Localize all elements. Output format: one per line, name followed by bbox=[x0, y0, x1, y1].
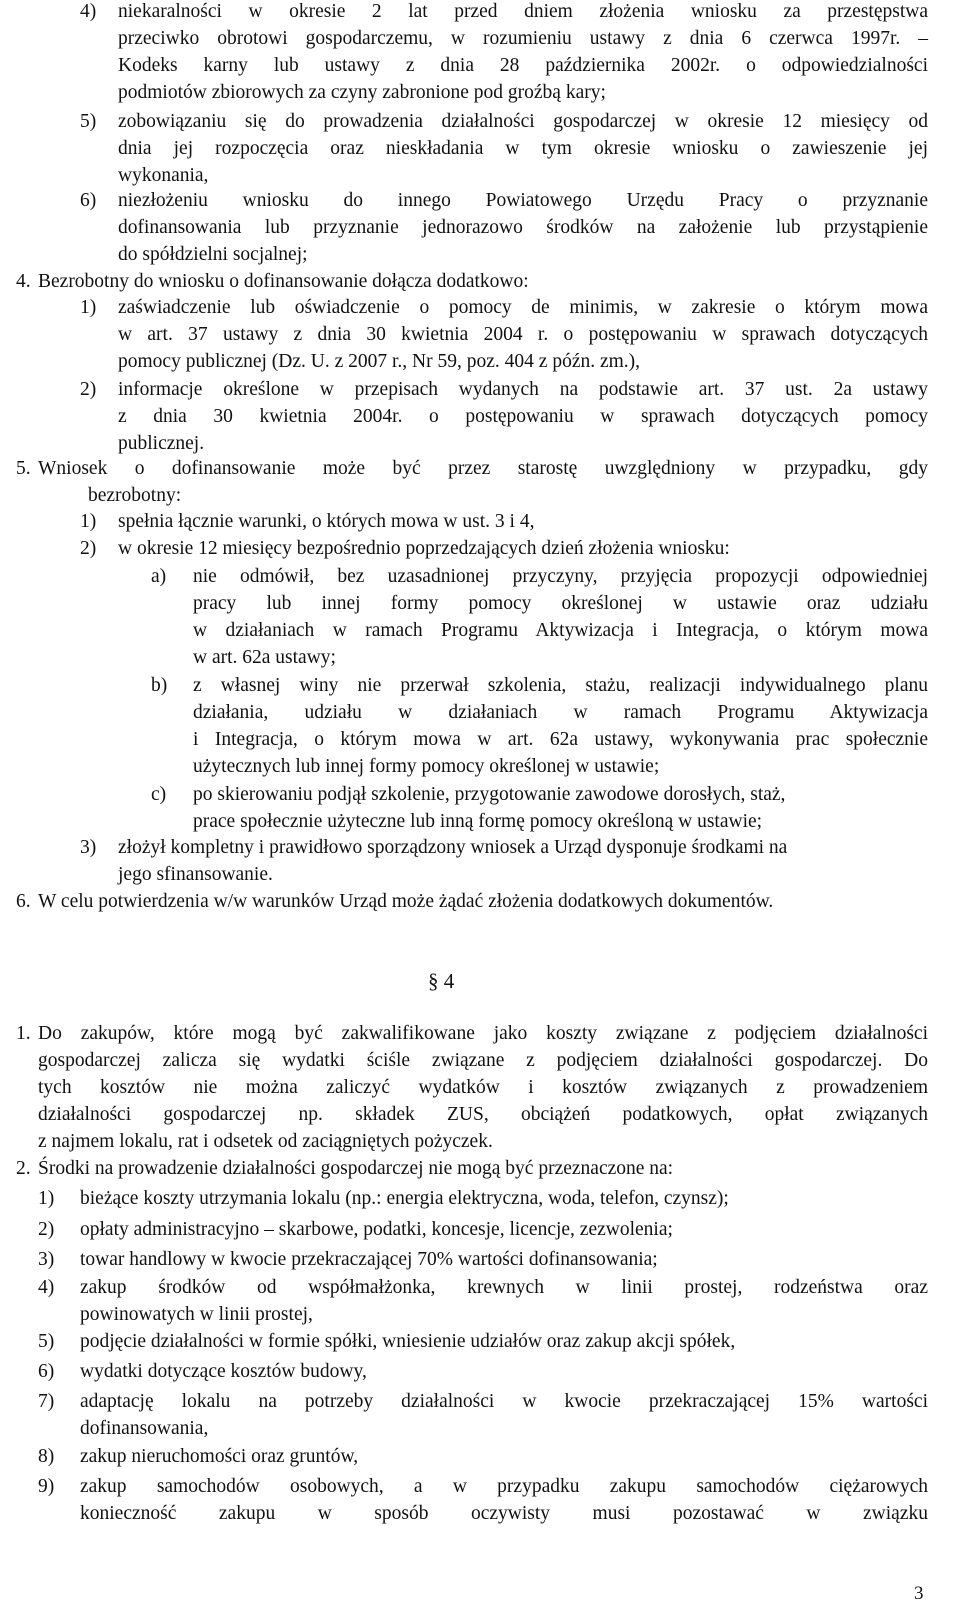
paragraph-line: opłaty administracyjno – skarbowe, podatki, koncesje, licencje, zezwolenia; bbox=[80, 1219, 673, 1240]
paragraph-line: prace społecznie użyteczne lub inną formę pomocy określoną w ustawie; bbox=[193, 811, 763, 832]
paragraph-line: Wniosek o dofinansowanie może być przez starostę uwzględniony w przypadku, gdy bbox=[38, 458, 928, 479]
paragraph-line: Do zakupów, które mogą być zakwalifikowane jako koszty związane z podjęciem działalności bbox=[38, 1023, 928, 1044]
list-marker: 5) bbox=[80, 111, 97, 132]
paragraph-line: bieżące koszty utrzymania lokalu (np.: energia elektryczna, woda, telefon, czynsz); bbox=[80, 1188, 729, 1209]
paragraph-line: pracy lub innej formy pomocy określonej w ustawie oraz udziału bbox=[193, 593, 928, 614]
list-marker: 1) bbox=[80, 511, 97, 532]
paragraph-line: w okresie 12 miesięcy bezpośrednio poprzedzających dzień złożenia wniosku: bbox=[118, 538, 730, 559]
list-marker: 4) bbox=[38, 1277, 55, 1298]
list-marker: 3) bbox=[80, 837, 97, 858]
paragraph-line: podjęcie działalności w formie spółki, wniesienie udziałów oraz zakup akcji spółek, bbox=[80, 1331, 736, 1352]
paragraph-line: z dnia 30 kwietnia 2004r. o postępowaniu w sprawach dotyczących pomocy bbox=[118, 406, 928, 427]
paragraph-line: zakup nieruchomości oraz gruntów, bbox=[80, 1446, 359, 1467]
list-marker: 9) bbox=[38, 1476, 55, 1497]
paragraph-line: konieczność zakupu w sposób oczywisty musi pozostawać w związku bbox=[80, 1503, 928, 1524]
paragraph-line: zakup środków od współmałżonka, krewnych w linii prostej, rodzeństwa oraz bbox=[80, 1277, 928, 1298]
paragraph-line: użytecznych lub innej formy pomocy określonej w ustawie; bbox=[193, 756, 660, 777]
paragraph-line: Bezrobotny do wniosku o dofinansowanie dołącza dodatkowo: bbox=[38, 271, 529, 292]
page-number: 3 bbox=[914, 1583, 924, 1604]
paragraph-line: tych kosztów nie można zaliczyć wydatków i kosztów związanych z prowadzeniem bbox=[38, 1077, 928, 1098]
paragraph-line: z najmem lokalu, rat i odsetek od zaciągniętych pożyczek. bbox=[38, 1131, 493, 1152]
paragraph-line: towar handlowy w kwocie przekraczającej 70% wartości dofinansowania; bbox=[80, 1249, 658, 1270]
section-heading: § 4 bbox=[428, 969, 455, 993]
list-marker: 5. bbox=[16, 458, 31, 479]
list-marker: 6) bbox=[38, 1361, 55, 1382]
list-marker: 1. bbox=[16, 1023, 31, 1044]
list-marker: 5) bbox=[38, 1331, 55, 1352]
list-marker: 8) bbox=[38, 1446, 55, 1467]
paragraph-line: publicznej. bbox=[118, 433, 205, 454]
paragraph-line: bezrobotny: bbox=[88, 485, 182, 506]
paragraph-line: W celu potwierdzenia w/w warunków Urząd może żądać złożenia dodatkowych dokumentów. bbox=[38, 891, 774, 912]
list-marker: 2) bbox=[80, 379, 97, 400]
paragraph-line: po skierowaniu podjął szkolenie, przygotowanie zawodowe dorosłych, staż, bbox=[193, 784, 786, 805]
list-marker: a) bbox=[151, 566, 167, 587]
paragraph-line: informacje określone w przepisach wydanych na podstawie art. 37 ust. 2a ustawy bbox=[118, 379, 928, 400]
paragraph-line: zobowiązaniu się do prowadzenia działalności gospodarczej w okresie 12 miesięcy od bbox=[118, 111, 928, 132]
paragraph-line: w działaniach w ramach Programu Aktywizacja i Integracja, o którym mowa bbox=[193, 620, 928, 641]
paragraph-line: adaptację lokalu na potrzeby działalności w kwocie przekraczającej 15% wartości bbox=[80, 1391, 928, 1412]
paragraph-line: podmiotów zbiorowych za czyny zabronione pod groźbą kary; bbox=[118, 82, 606, 103]
paragraph-line: pomocy publicznej (Dz. U. z 2007 r., Nr 59, poz. 404 z późn. zm.), bbox=[118, 351, 641, 372]
paragraph-line: dofinansowania lub przyznanie jednorazowo środków na założenie lub przystąpienie bbox=[118, 217, 928, 238]
list-marker: 3) bbox=[38, 1249, 55, 1270]
paragraph-line: jego sfinansowanie. bbox=[118, 864, 273, 885]
paragraph-line: powinowatych w linii prostej, bbox=[80, 1304, 313, 1325]
paragraph-line: wykonania, bbox=[118, 165, 209, 186]
paragraph-line: dnia jej rozpoczęcia oraz nieskładania w tym okresie wniosku o zawieszenie jej bbox=[118, 138, 928, 159]
list-marker: 1) bbox=[80, 297, 97, 318]
paragraph-line: niekaralności w okresie 2 lat przed dniem złożenia wniosku za przestępstwa bbox=[118, 1, 928, 22]
paragraph-line: zakup samochodów osobowych, a w przypadku zakupu samochodów ciężarowych bbox=[80, 1476, 928, 1497]
paragraph-line: nie odmówił, bez uzasadnionej przyczyny, przyjęcia propozycji odpowiedniej bbox=[193, 566, 928, 587]
paragraph-line: działalności gospodarczej np. składek ZUS, obciążeń podatkowych, opłat związanych bbox=[38, 1104, 928, 1125]
list-marker: 6. bbox=[16, 891, 31, 912]
paragraph-line: do spółdzielni socjalnej; bbox=[118, 244, 308, 265]
paragraph-line: dofinansowania, bbox=[80, 1418, 209, 1439]
paragraph-line: i Integracja, o którym mowa w art. 62a ustawy, wykonywania prac społecznie bbox=[193, 729, 928, 750]
paragraph-line: spełnia łącznie warunki, o których mowa w ust. 3 i 4, bbox=[118, 511, 535, 532]
paragraph-line: gospodarczej zalicza się wydatki ściśle związane z podjęciem działalności gospodarczej. Do bbox=[38, 1050, 928, 1071]
paragraph-line: zaświadczenie lub oświadczenie o pomocy de minimis, w zakresie o którym mowa bbox=[118, 297, 928, 318]
paragraph-line: przeciwko obrotowi gospodarczemu, w rozumieniu ustawy z dnia 6 czerwca 1997r. – bbox=[118, 28, 928, 49]
paragraph-line: w art. 62a ustawy; bbox=[193, 647, 336, 668]
paragraph-line: z własnej winy nie przerwał szkolenia, stażu, realizacji indywidualnego planu bbox=[193, 675, 928, 696]
list-marker: 4. bbox=[16, 271, 31, 292]
list-marker: b) bbox=[151, 675, 168, 696]
list-marker: 2) bbox=[38, 1219, 55, 1240]
paragraph-line: wydatki dotyczące kosztów budowy, bbox=[80, 1361, 367, 1382]
list-marker: 4) bbox=[80, 1, 97, 22]
list-marker: 6) bbox=[80, 190, 97, 211]
paragraph-line: Środki na prowadzenie działalności gospodarczej nie mogą być przeznaczone na: bbox=[38, 1158, 674, 1179]
list-marker: 1) bbox=[38, 1188, 55, 1209]
paragraph-line: Kodeks karny lub ustawy z dnia 28 października 2002r. o odpowiedzialności bbox=[118, 55, 928, 76]
list-marker: 2. bbox=[16, 1158, 31, 1179]
paragraph-line: działania, udziału w działaniach w ramach Programu Aktywizacja bbox=[193, 702, 928, 723]
list-marker: 7) bbox=[38, 1391, 55, 1412]
paragraph-line: złożył kompletny i prawidłowo sporządzony wniosek a Urząd dysponuje środkami na bbox=[118, 837, 788, 858]
paragraph-line: niezłożeniu wniosku do innego Powiatowego Urzędu Pracy o przyznanie bbox=[118, 190, 928, 211]
list-marker: c) bbox=[151, 784, 167, 805]
list-marker: 2) bbox=[80, 538, 97, 559]
paragraph-line: w art. 37 ustawy z dnia 30 kwietnia 2004 r. o postępowaniu w sprawach dotyczących bbox=[118, 324, 928, 345]
